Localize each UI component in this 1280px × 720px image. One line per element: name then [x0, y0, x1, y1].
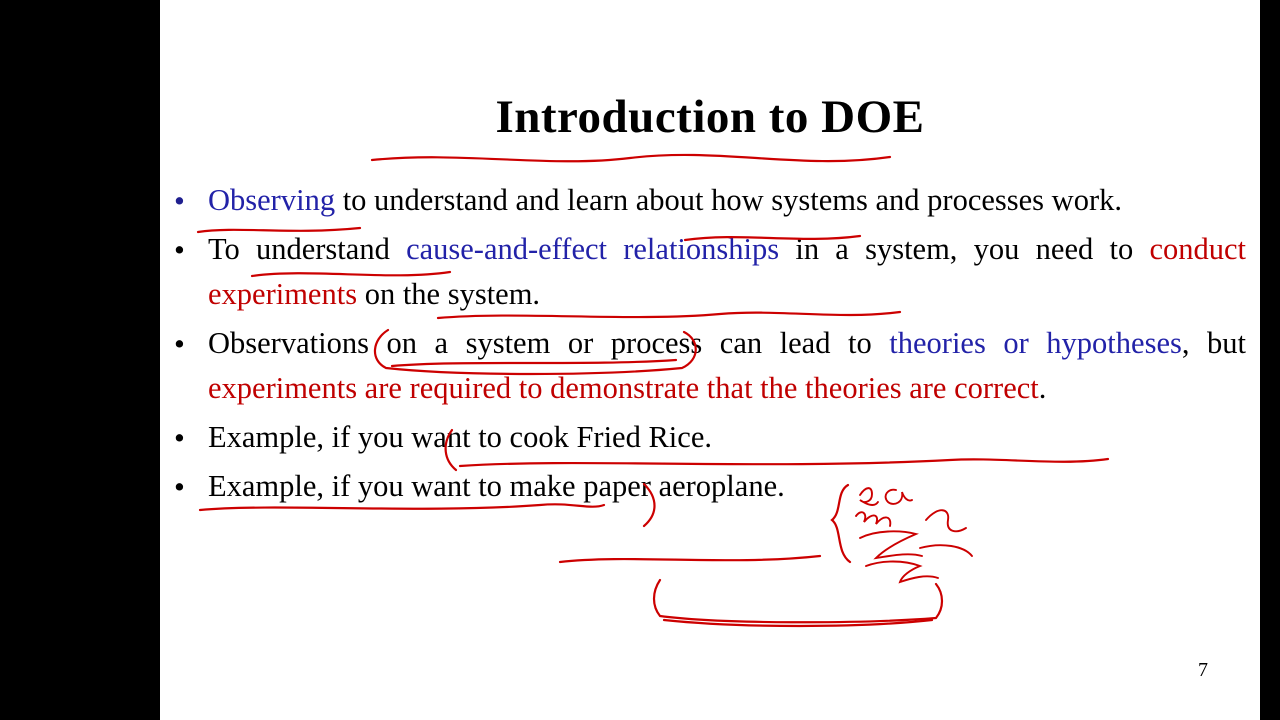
bullet-marker: •: [174, 183, 185, 218]
list-item: [168, 415, 1248, 460]
bullet-segment-emphasis: conduct experiments: [208, 232, 1247, 311]
bullet-segment-highlight: cause-and-effect relationships: [406, 232, 780, 266]
bullet-text: Example, if you want to cook Fried Rice.: [208, 420, 712, 454]
bullet-segment-plain: , but: [1181, 326, 1246, 360]
list-item: [168, 321, 1248, 411]
list-item: [168, 464, 1248, 509]
bullet-segment-plain: on the system.: [357, 277, 541, 311]
bullet-text: [208, 321, 1248, 411]
page-title: Introduction to DOE: [495, 91, 925, 143]
bullet-segment-plain: Observations on a system or process can lead to: [208, 326, 890, 360]
bullet-segment-highlight: theories or hypotheses: [889, 326, 1182, 360]
page-number: 7: [1198, 659, 1208, 681]
bullet-text: [208, 178, 1248, 223]
list-item: [168, 227, 1248, 317]
bullet-text: [208, 227, 1248, 317]
slide-canvas: [160, 0, 1260, 720]
bullet-segment-plain: in a system, you need to: [779, 232, 1150, 266]
bullet-text: Example, if you want to make paper aeroplane.: [208, 469, 785, 503]
bullet-marker: •: [174, 420, 185, 455]
bullet-list: [168, 178, 1248, 513]
list-item: [168, 178, 1248, 223]
bullet-segment-plain: to understand and learn about how systems and processes work.: [335, 183, 1122, 217]
bullet-marker: •: [174, 326, 185, 361]
bullet-segment-plain: .: [1038, 371, 1047, 405]
bullet-marker: •: [174, 469, 185, 504]
bullet-segment-highlight: Observing: [208, 183, 336, 217]
bullet-segment-emphasis: experiments are required to demonstrate that the theories are correct: [208, 371, 1039, 405]
bullet-marker: •: [174, 232, 185, 267]
bullet-segment-plain: To understand: [208, 232, 407, 266]
